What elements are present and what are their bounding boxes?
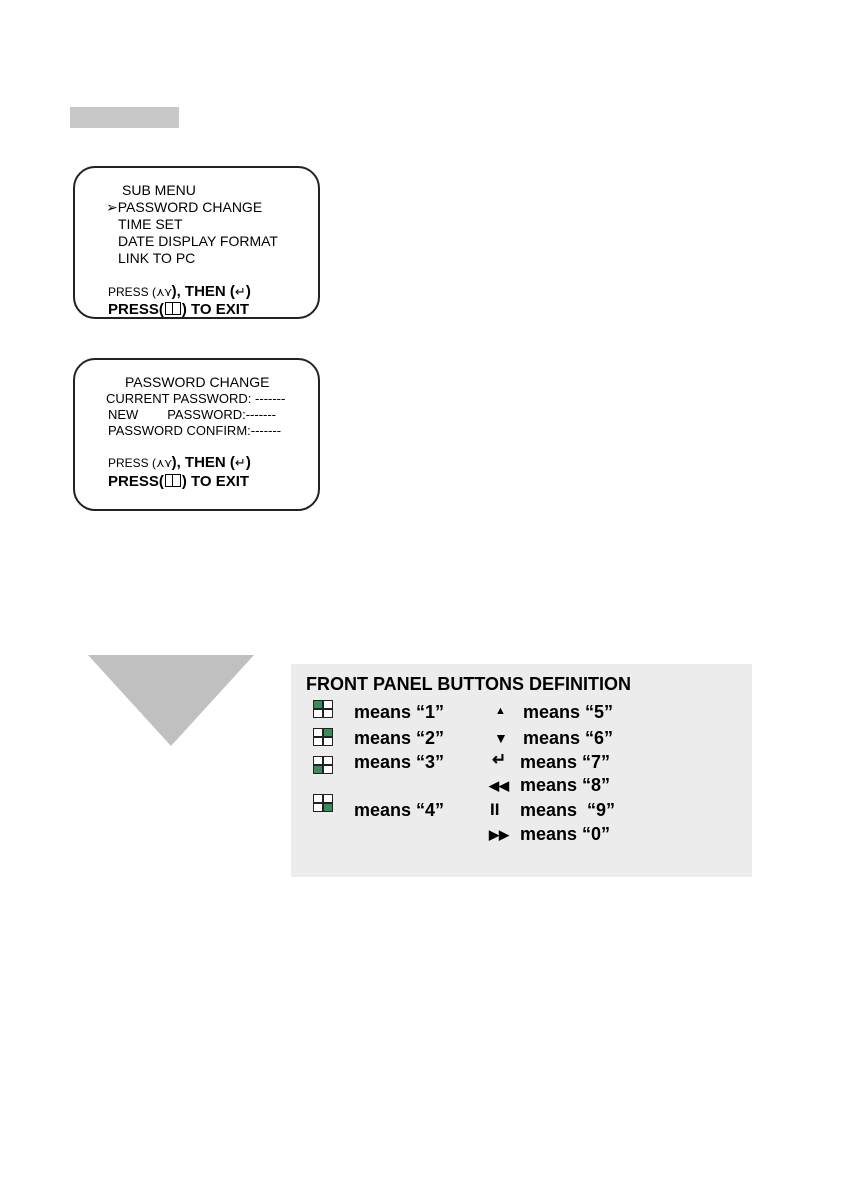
current-password-field[interactable]: CURRENT PASSWORD: ------- [106,391,286,406]
quad-4-icon [313,794,333,812]
navigate-hint: PRESS (⋏⋎), THEN (↵) [108,454,251,471]
def-3: means “3” [354,752,445,772]
menu-item-link-to-pc[interactable]: LINK TO PC [118,250,196,266]
up-down-icon: ⋏⋎ [156,285,172,299]
new-password-field[interactable]: NEW PASSWORD:------- [108,407,277,422]
pause-icon: II [490,800,500,819]
enter-icon: ↵ [492,750,507,769]
selection-arrow-icon: ➢ [106,199,118,215]
def-6: means “6” [523,728,614,748]
up-triangle-icon: ▲ [495,705,506,717]
def-1: means “1” [354,702,445,722]
section-tab [70,107,179,128]
down-triangle-icon [88,655,254,746]
quad-1-icon [313,700,333,718]
exit-hint: PRESS( ) TO EXIT [108,473,250,490]
menu-item-date-display-format[interactable]: DATE DISPLAY FORMAT [118,233,278,249]
quad-2-icon [313,728,333,746]
enter-icon: ↵ [234,284,246,299]
book-icon [165,302,181,315]
def-2: means “2” [354,728,445,748]
def-4: means “4” [354,800,445,820]
password-change-screen [73,358,320,511]
front-panel-definition [291,664,752,877]
def-8: means “8” [520,775,611,795]
fast-forward-icon: ▶▶ [489,827,509,842]
book-icon [165,474,181,487]
navigate-hint: PRESS (⋏⋎), THEN (↵) [108,283,251,300]
menu-item-time-set[interactable]: TIME SET [118,216,183,232]
sub-menu-screen [73,166,320,319]
enter-icon: ↵ [234,455,246,470]
def-9: means “9” [520,800,616,820]
password-confirm-field[interactable]: PASSWORD CONFIRM:------- [108,423,282,438]
down-triangle-small-icon: ▼ [494,730,508,746]
def-5: means “5” [523,702,614,722]
menu-item-label: PASSWORD CHANGE [117,199,263,215]
panel-title: FRONT PANEL BUTTONS DEFINITION [306,674,632,694]
menu-item-password-change[interactable] [106,199,262,216]
screen-title: PASSWORD CHANGE [125,374,270,390]
exit-hint: PRESS( ) TO EXIT [108,301,250,318]
rewind-icon: ◀◀ [489,778,509,793]
def-7: means “7” [520,752,611,772]
def-0: means “0” [520,824,611,844]
up-down-icon: ⋏⋎ [156,456,172,470]
quad-3-icon [313,756,333,774]
screen-title: SUB MENU [122,182,196,198]
